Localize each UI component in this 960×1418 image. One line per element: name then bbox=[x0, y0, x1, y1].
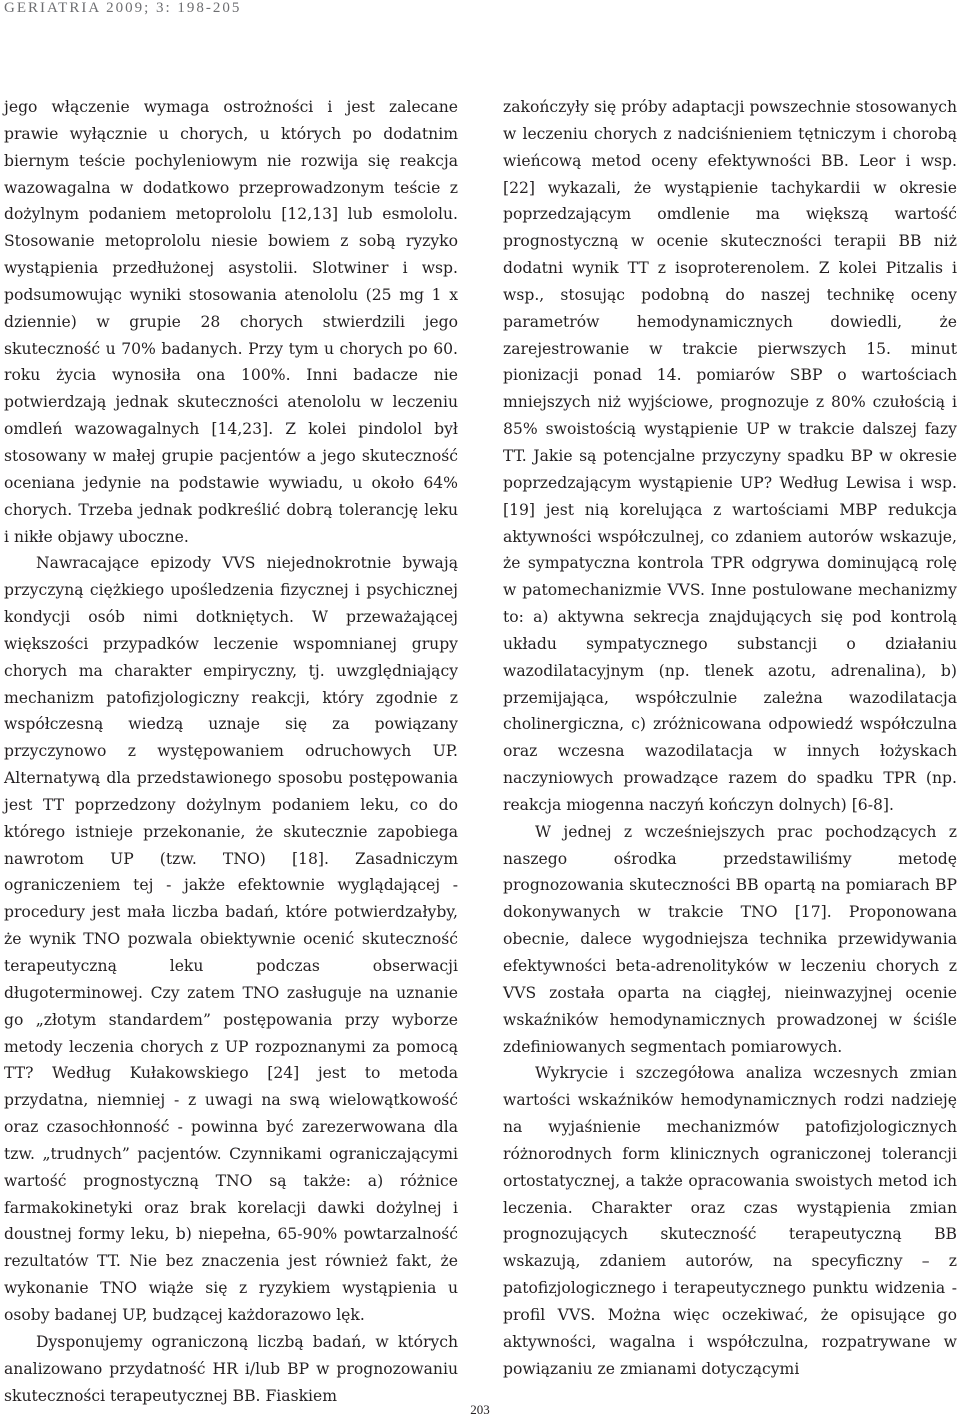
body-paragraph: Wykrycie i szczegółowa analiza wczesnych zmian wartości wskaźników hemodynamicznych rodzi nadzieję na wyjaśnienie mechanizmów patofizjologicznych różnorodnych form klinicznych ograniczonej tolerancji ortostatycznej, a także opracowania swoistych metod ich leczenia. Charakter oraz czas wystąpienia zmian prognozujących skuteczność terapeutyczną BB wskazują, zdaniem autorów, na specyficzny – z patofizjologicznego i terapeutycznego punktu widzenia - profil VVS. Można więc oczekiwać, że opisujące go aktywności, wagalna i współczulna, rozpatrywane w powiązaniu ze zmianami dotyczącymi bbox=[503, 1064, 957, 1378]
running-head: GERIATRIA 2009; 3: 198-205 bbox=[4, 0, 242, 16]
body-paragraph: Dysponujemy ograniczoną liczbą badań, w których analizowano przydatność HR i/lub BP w prognozowaniu skuteczności terapeutycznej BB. Fiaskiem bbox=[4, 1332, 458, 1405]
right-column bbox=[503, 94, 957, 1383]
page-number: 203 bbox=[470, 1402, 490, 1417]
body-paragraph: zakończyły się próby adaptacji powszechnie stosowanych w leczeniu chorych z nadciśnieniem tętniczym i chorobą wieńcową metod oceny efektywności BB. Leor i wsp. [22] wykazali, że wystąpienie tachykardii w okresie poprzedzającym omdlenie ma większą wartość prognostyczną w ocenie skuteczności terapii BB niż dodatni wynik TT z isoproterenolem. Z kolei Pitzalis i wsp., stosując podobną do naszej technikę oceny parametrów hemodynamicznych dowiedli, że zarejestrowanie w trakcie pierwszych 15. minut pionizacji ponad 14. pomiarów SBP o wartościach mniejszych niż wyjściowe, prognozuje z 80% czułością i 85% swoistością wystąpienie UP w trakcie dalszej fazy TT. Jakie są potencjalne przyczyny spadku BP w okresie poprzedzającym wystąpienie UP? Według Lewisa i wsp. [19] jest nią korelująca z wartościami MBP redukcja aktywności współczulnej, co zdaniem autorów wskazuje, że sympatyczna kontrola TPR odgrywa dominującą rolę w patomechanizmie VVS. Inne postulowane mechanizmy to: a) aktywna sekrecja znajdujących się pod kontrolą układu sympatycznego substancji o działaniu wazodilatacyjnym (np. tlenek azotu, adrenalina), b) przemijająca, współczulnie zależna wazodilatacja cholinergiczna, c) zróżnicowana odpowiedź współczulna oraz wczesna wazodilatacja w innych łożyskach naczyniowych prowadzące razem do spadku TPR (np. reakcja miogenna naczyń kończyn dolnych) [6-8]. bbox=[503, 98, 957, 814]
body-paragraph: W jednej z wcześniejszych prac pochodzących z naszego ośrodka przedstawiliśmy metodę prognozowania skuteczności BB opartą na pomiarach BP dokonywanych w trakcie TNO [17]. Proponowana obecnie, dalece wygodniejsza technika przewidywania efektywności beta-adrenolityków w leczeniu chorych z VVS została oparta na ciągłej, nieinwazyjnej ocenie wskaźników hemodynamicznych prowadzonej w ściśle zdefiniowanych segmentach pomiarowych. bbox=[503, 822, 957, 1056]
body-paragraph: jego włączenie wymaga ostrożności i jest zalecane prawie wyłącznie u chorych, u których po dodatnim biernym teście pochyleniowym nie rozwija się reakcja wazowagalna w dodatkowo przeprowadzonym teście z dożylnym podaniem metoprololu [12,13] lub esmololu. Stosowanie metoprololu niesie bowiem z sobą ryzyko wystąpienia przedłużonej asystolii. Slotwiner i wsp. podsumowując wyniki stosowania atenololu (25 mg 1 x dziennie) w grupie 28 chorych stwierdzili jego skuteczność u 70% badanych. Przy tym u chorych po 60. roku życia wynosiła ona 100%. Inni badacze nie potwierdzają jednak skuteczności atenololu w leczeniu omdleń wazowagalnych [14,23]. Z kolei pindolol był stosowany w małej grupie pacjentów a jego skuteczność oceniana jedynie na podstawie wywiadu, u około 64% chorych. Trzeba jednak podkreślić dobrą tolerancję leku i nikłe objawy uboczne. bbox=[4, 98, 458, 546]
left-column bbox=[4, 94, 458, 1409]
body-paragraph: Nawracające epizody VVS niejednokrotnie bywają przyczyną ciężkiego upośledzenia fizycznej i psychicznej kondycji osób nimi dotkniętych. W przeważającej większości przypadków leczenie wspomnianej grupy chorych ma charakter empiryczny, tj. uwzględniający mechanizm patofizjologiczny reakcji, który zgodnie z współczesną wiedzą uznaje się za powiązany przyczynowo z występowaniem odruchowych UP. Alternatywą dla przedstawionego sposobu postępowania jest TT poprzedzony dożylnym podaniem leku, co do którego istnieje przekonanie, że skutecznie zapobiega nawrotom UP (tzw. TNO) [18]. Zasadniczym ograniczeniem tej - jakże efektownie wyglądającej - procedury jest mała liczba badań, które potwierdzałyby, że wynik TNO pozwala obiektywnie ocenić skuteczność terapeutyczną leku podczas obserwacji długoterminowej. Czy zatem TNO zasługuje na uznanie go „złotym standardem” postępowania przy wyborze metody leczenia chorych z UP rozpoznanymi za pomocą TT? Według Kułakowskiego [24] jest to metoda przydatna, niemniej - z uwagi na swą wielowątkowość oraz czasochłonność - powinna być zarezerwowana dla tzw. „trudnych” pacjentów. Czynnikami ograniczającymi wartość prognostyczną TNO są także: a) różnice farmakokinetyki oraz brak korelacji dawki dożylnej i doustnej formy leku, b) niepełna, 65-90% powtarzalność rezultatów TT. Nie bez znaczenia jest również fakt, że wykonanie TNO wiąże się z ryzykiem wystąpienia u osoby badanej UP, budzącej każdorazowo lęk. bbox=[4, 554, 458, 1324]
